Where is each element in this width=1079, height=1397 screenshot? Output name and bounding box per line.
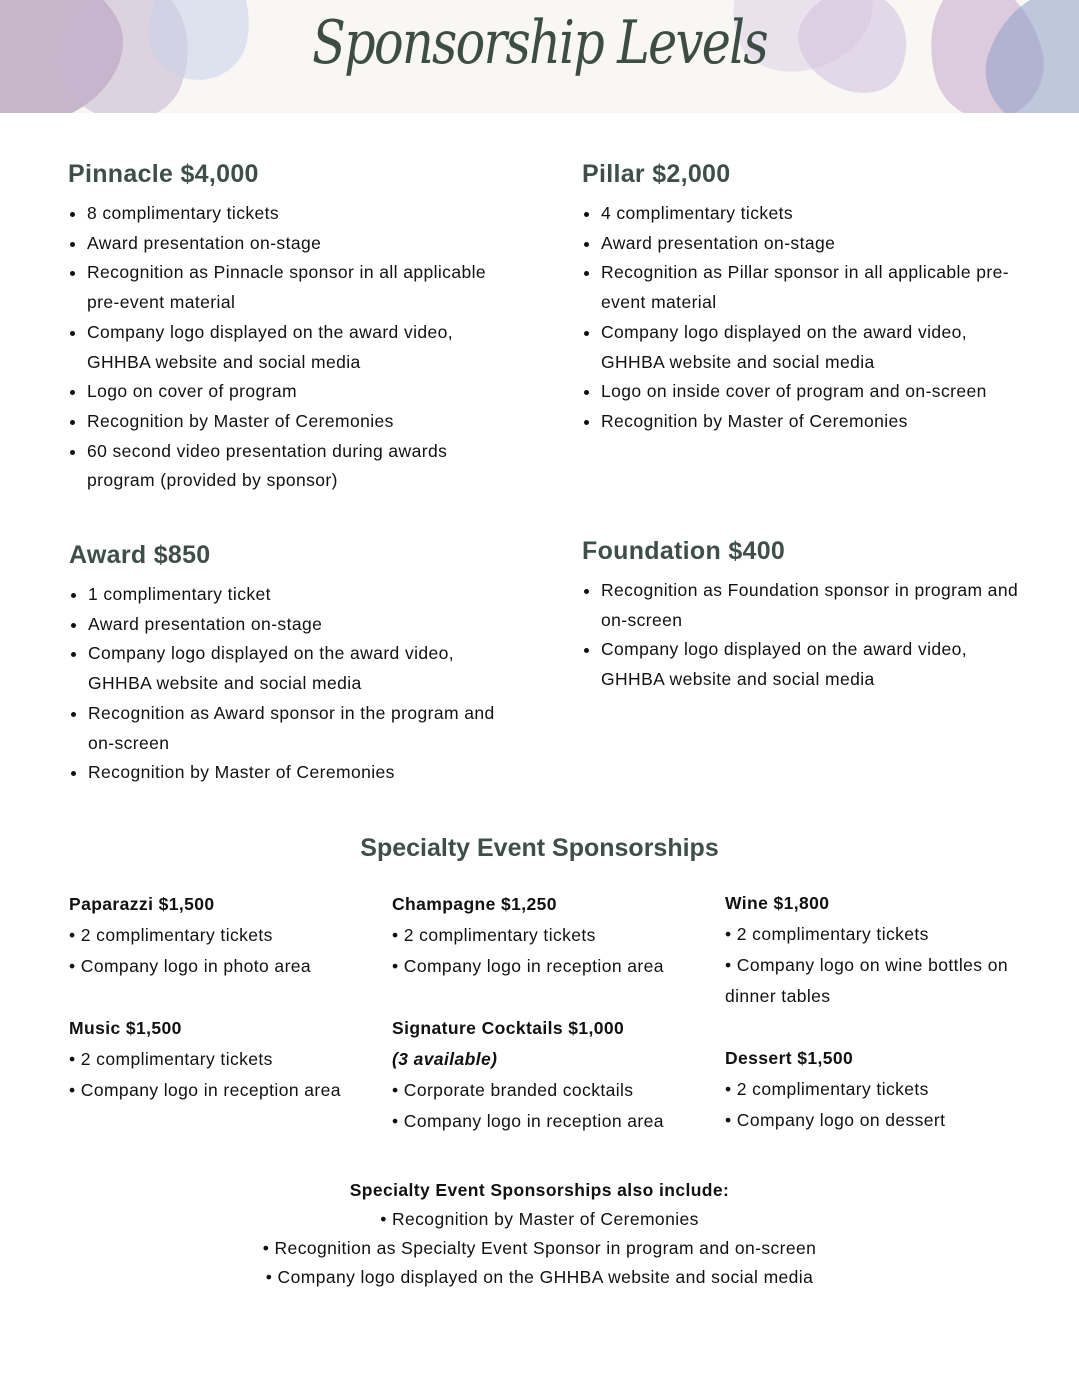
list-item: • Recognition by Master of Ceremonies [87,407,518,437]
tier-pillar [582,160,1032,437]
list-item: • Company logo in reception area [392,956,664,976]
cocktails-note: (3 available) [392,1049,498,1069]
list-item: • Recognition as Award sponsor in the program and on-screen [88,699,519,758]
specialty-col-3 [725,888,1015,1136]
list-item: • Company logo displayed on the award video, GHHBA website and social media [88,639,519,698]
tier-foundation [582,537,1032,695]
list-item: • Award presentation on-stage [87,229,518,259]
list-item: • 2 complimentary tickets [69,1049,273,1069]
list-item: • Company logo on wine bottles on dinner tables [725,955,1008,1006]
specialty-col-1 [69,889,389,1106]
page-title: Sponsorship Levels [312,8,767,78]
list-item: • Company logo displayed on the award video, GHHBA website and social media [601,318,1032,377]
dessert-heading: Dessert $1,500 [725,1048,854,1068]
list-item: • Recognition as Foundation sponsor in program and on-screen [601,576,1032,635]
list-item: • Logo on inside cover of program and on-screen [601,377,1032,407]
list-item: • Recognition as Specialty Event Sponsor in program and on-screen [262,1238,817,1258]
tier-pinnacle [68,160,518,496]
list-item: • Company logo in photo area [69,956,312,976]
list-item: • 2 complimentary tickets [69,925,273,945]
tier-heading: Pinnacle $4,000 [68,160,259,188]
list-item: • Award presentation on-stage [88,610,519,640]
list-item: • Company logo displayed on the award video, GHHBA website and social media [601,635,1032,694]
list-item: • Corporate branded cocktails [392,1080,634,1100]
tier-award [69,541,519,788]
paparazzi-heading: Paparazzi $1,500 [69,894,215,914]
list-item: • Recognition as Pinnacle sponsor in all applicable pre-event material [87,258,518,317]
list-item: • Company logo displayed on the GHHBA website and social media [265,1267,814,1287]
list-item: • 4 complimentary tickets [601,199,1032,229]
specialty-title: Specialty Event Sponsorships [360,834,719,862]
list-item: • Company logo in reception area [69,1080,341,1100]
list-item: • Recognition as Pillar sponsor in all applicable pre-event material [601,258,1032,317]
list-item: • 2 complimentary tickets [392,925,596,945]
list-item: • Company logo displayed on the award video, GHHBA website and social media [87,318,518,377]
list-item: • Recognition by Master of Ceremonies [601,407,1032,437]
tier-heading: Award $850 [69,541,211,569]
list-item: • Recognition by Master of Ceremonies [88,758,519,788]
tier-heading: Pillar $2,000 [582,160,731,188]
list-item: • Award presentation on-stage [601,229,1032,259]
list-item: • Company logo on dessert [725,1110,946,1130]
list-item: • 2 complimentary tickets [725,1079,929,1099]
includes-heading: Specialty Event Sponsorships also include: [349,1180,730,1200]
list-item: • 60 second video presentation during awards program (provided by sponsor) [87,437,518,496]
tier-heading: Foundation $400 [582,537,786,565]
list-item: • Recognition by Master of Ceremonies [380,1209,699,1229]
specialty-includes [0,1176,1079,1292]
list-item: • 8 complimentary tickets [87,199,518,229]
list-item: • Logo on cover of program [87,377,518,407]
list-item: • Company logo in reception area [392,1111,664,1131]
champagne-heading: Champagne $1,250 [392,894,557,914]
music-heading: Music $1,500 [69,1018,182,1038]
specialty-col-2 [392,889,712,1137]
floral-banner [0,0,1079,113]
cocktails-heading: Signature Cocktails $1,000 [392,1018,625,1038]
list-item: • 2 complimentary tickets [725,924,929,944]
list-item: • 1 complimentary ticket [88,580,519,610]
wine-heading: Wine $1,800 [725,893,830,913]
